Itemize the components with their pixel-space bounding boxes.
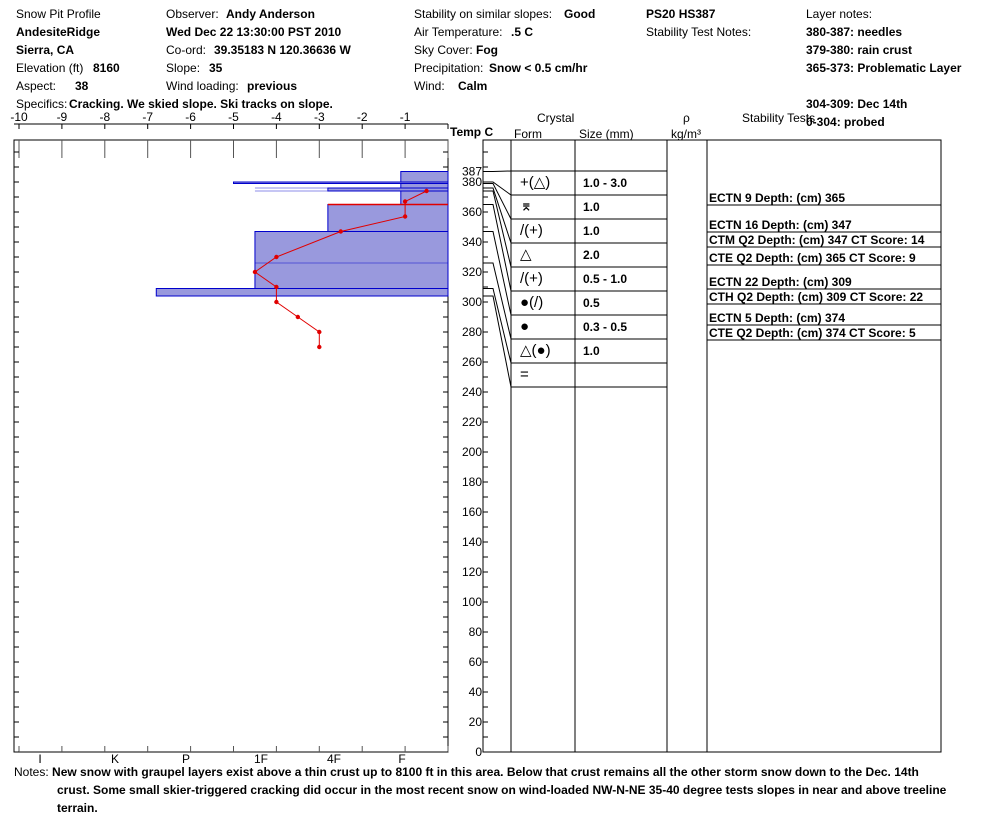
height-tick-label: 300: [461, 295, 482, 309]
precip-value: Snow < 0.5 cm/hr: [489, 61, 588, 75]
stability-test: CTE Q2 Depth: (cm) 374 CT Score: 5: [709, 326, 916, 340]
height-tick-label: 280: [461, 325, 482, 339]
datetime: Wed Dec 22 13:30:00 PST 2010: [166, 25, 342, 39]
stability-test: CTH Q2 Depth: (cm) 309 CT Score: 22: [709, 290, 924, 304]
temperature-point: [403, 199, 407, 203]
density-header: ρ: [683, 111, 690, 125]
ps-hs: PS20 HS387: [646, 7, 716, 21]
temp-tick-label: -7: [142, 110, 154, 124]
notes: [14, 763, 964, 817]
crystal-form: △(●): [520, 342, 551, 359]
crystal-form: △: [520, 246, 532, 263]
layer-connector: [483, 171, 511, 172]
crystal-size: 2.0: [583, 248, 600, 262]
layer-note: 379-380: rain crust: [806, 43, 913, 57]
crystal-size: 0.5: [583, 296, 600, 310]
layer-connector: [483, 263, 511, 339]
temp-tick-label: -3: [313, 110, 325, 124]
notes-line-3: terrain.: [57, 801, 98, 815]
region: Sierra, CA: [16, 43, 75, 57]
notes-line-2: crust. Some small skier-triggered cracking did occur in the most recent snow on wind-loaded NW-N-NE 35-40 degree tests slopes in near and above treeline: [57, 783, 947, 797]
hardness-bar: [255, 232, 448, 289]
notes-label: Notes:: [14, 765, 49, 779]
height-tick-label: 180: [461, 475, 482, 489]
height-tick-label: 140: [461, 535, 482, 549]
temperature-point: [253, 270, 257, 274]
height-tick-label: 220: [461, 415, 482, 429]
observer-label: Observer:: [166, 7, 219, 21]
hardness-bar: [401, 191, 448, 205]
temperature-point: [317, 345, 321, 349]
crystal-size: 0.3 - 0.5: [583, 320, 628, 334]
hardness-label: F: [398, 752, 406, 766]
height-tick-label: 200: [461, 445, 482, 459]
hardness-label: 4F: [326, 752, 342, 766]
layer-connector: [483, 289, 511, 364]
stability-test-notes-label: Stability Test Notes:: [646, 25, 752, 39]
elevation-label: Elevation (ft): [16, 61, 84, 75]
layer-notes-label: Layer notes:: [806, 7, 873, 21]
temp-tick-label: -5: [228, 110, 239, 124]
temp-tick-label: -9: [56, 110, 68, 124]
size-header: Size (mm): [579, 127, 634, 141]
hardness-bar: [156, 289, 448, 297]
height-tick-label: 120: [461, 565, 482, 579]
height-tick-label: 240: [461, 385, 482, 399]
air-temp-value: .5 C: [511, 25, 534, 39]
location: AndesiteRidge: [16, 25, 101, 39]
stability-tests-header: Stability Tests: [742, 111, 816, 125]
wind-value: Calm: [458, 79, 488, 93]
aspect-label: Aspect:: [16, 79, 57, 93]
temp-tick-label: -4: [271, 110, 282, 124]
height-tick-label: 380: [461, 175, 482, 189]
temperature-point: [317, 330, 321, 334]
height-tick-label: 100: [461, 595, 482, 609]
hardness-bar: [401, 184, 448, 189]
stability-label: Stability on similar slopes:: [414, 7, 553, 21]
form-header: Form: [514, 127, 542, 141]
height-tick-label: 360: [461, 205, 482, 219]
crystal-size: 1.0: [583, 200, 600, 214]
height-tick-label: 80: [468, 625, 482, 639]
temp-tick-label: -1: [399, 110, 411, 124]
layer-connector: [483, 296, 511, 387]
crystal-form: =: [520, 366, 529, 383]
crystal-form: ⌆: [520, 198, 533, 215]
height-tick-label: 60: [468, 655, 482, 669]
height-tick-label: 0: [475, 745, 482, 759]
height-tick-label: 387: [461, 164, 482, 179]
temperature-point: [274, 300, 278, 304]
hardness-label: P: [181, 752, 191, 766]
sky-label: Sky Cover:: [414, 43, 473, 57]
temp-tick-label: -2: [356, 110, 368, 124]
crystal-form: ●: [520, 318, 530, 335]
crystal-form: ●(/): [520, 294, 544, 311]
stability-test: ECTN 5 Depth: (cm) 374: [709, 311, 846, 325]
height-tick-label: 260: [461, 355, 482, 369]
wind-loading-value: previous: [247, 79, 298, 93]
observer-value: Andy Anderson: [226, 7, 315, 21]
crystal-form: +(△): [520, 174, 551, 191]
hardness-label: I: [38, 752, 42, 766]
temperature-point: [339, 229, 343, 233]
profile-title: Snow Pit Profile: [16, 7, 101, 21]
crystal-header: Crystal: [537, 111, 575, 125]
height-tick-label: 20: [468, 715, 482, 729]
crystal-size: 1.0: [583, 344, 600, 358]
coord-label: Co-ord:: [166, 43, 207, 57]
height-tick-label: 320: [461, 265, 482, 279]
hardness-bar: [328, 205, 448, 232]
layer-note: 304-309: Dec 14th: [806, 97, 908, 111]
layer-note: 380-387: needles: [806, 25, 903, 39]
sky-value: Fog: [476, 43, 498, 57]
hardness-label: K: [110, 752, 120, 766]
temperature-point: [274, 255, 278, 259]
height-tick-label: 40: [468, 685, 482, 699]
temp-axis-title: Temp C: [450, 125, 494, 139]
coord-value: 39.35183 N 120.36636 W: [214, 43, 351, 57]
stability-test: CTM Q2 Depth: (cm) 347 CT Score: 14: [709, 233, 925, 247]
precip-label: Precipitation:: [414, 61, 484, 75]
specifics-label: Specifics:: [16, 97, 68, 111]
temp-tick-label: -8: [99, 110, 111, 124]
layer-note: 0-304: probed: [806, 115, 885, 129]
notes-line-1: New snow with graupel layers exist above a thin crust up to 8100 ft in this area. Below that crust remains all the other storm snow down to the Dec. 14th: [52, 765, 919, 779]
stability-test: CTE Q2 Depth: (cm) 365 CT Score: 9: [709, 251, 916, 265]
hardness-bar: [401, 172, 448, 183]
crystal-form: /(+): [520, 270, 543, 287]
temp-tick-label: -6: [185, 110, 196, 124]
density-unit: kg/m³: [671, 127, 701, 141]
hardness-label: 1F: [253, 752, 269, 766]
stability-value: Good: [564, 7, 596, 21]
air-temp-label: Air Temperature:: [414, 25, 503, 39]
slope-label: Slope:: [166, 61, 201, 75]
crystal-size: 1.0: [583, 224, 600, 238]
wind-loading-label: Wind loading:: [166, 79, 239, 93]
height-tick-label: 160: [461, 505, 482, 519]
crystal-form: /(+): [520, 222, 543, 239]
temperature-point: [274, 285, 278, 289]
hardness-profile: [156, 172, 448, 297]
temp-tick-label: -10: [10, 110, 28, 124]
stability-test: ECTN 22 Depth: (cm) 309: [709, 275, 852, 289]
stability-test: ECTN 16 Depth: (cm) 347: [709, 218, 852, 232]
elevation-value: 8160: [93, 61, 120, 75]
crystal-size: 1.0 - 3.0: [583, 176, 628, 190]
temperature-point: [424, 189, 428, 193]
aspect-value: 38: [75, 79, 89, 93]
stability-test: ECTN 9 Depth: (cm) 365: [709, 191, 846, 205]
height-tick-label: 340: [461, 235, 482, 249]
specifics-value: Cracking. We skied slope. Ski tracks on slope.: [69, 97, 333, 111]
temperature-point: [296, 315, 300, 319]
temperature-point: [403, 214, 407, 218]
crystal-size: 0.5 - 1.0: [583, 272, 628, 286]
wind-label: Wind:: [414, 79, 445, 93]
layer-note: 365-373: Problematic Layer: [806, 61, 962, 75]
layer-connector: [483, 188, 511, 243]
slope-value: 35: [209, 61, 223, 75]
